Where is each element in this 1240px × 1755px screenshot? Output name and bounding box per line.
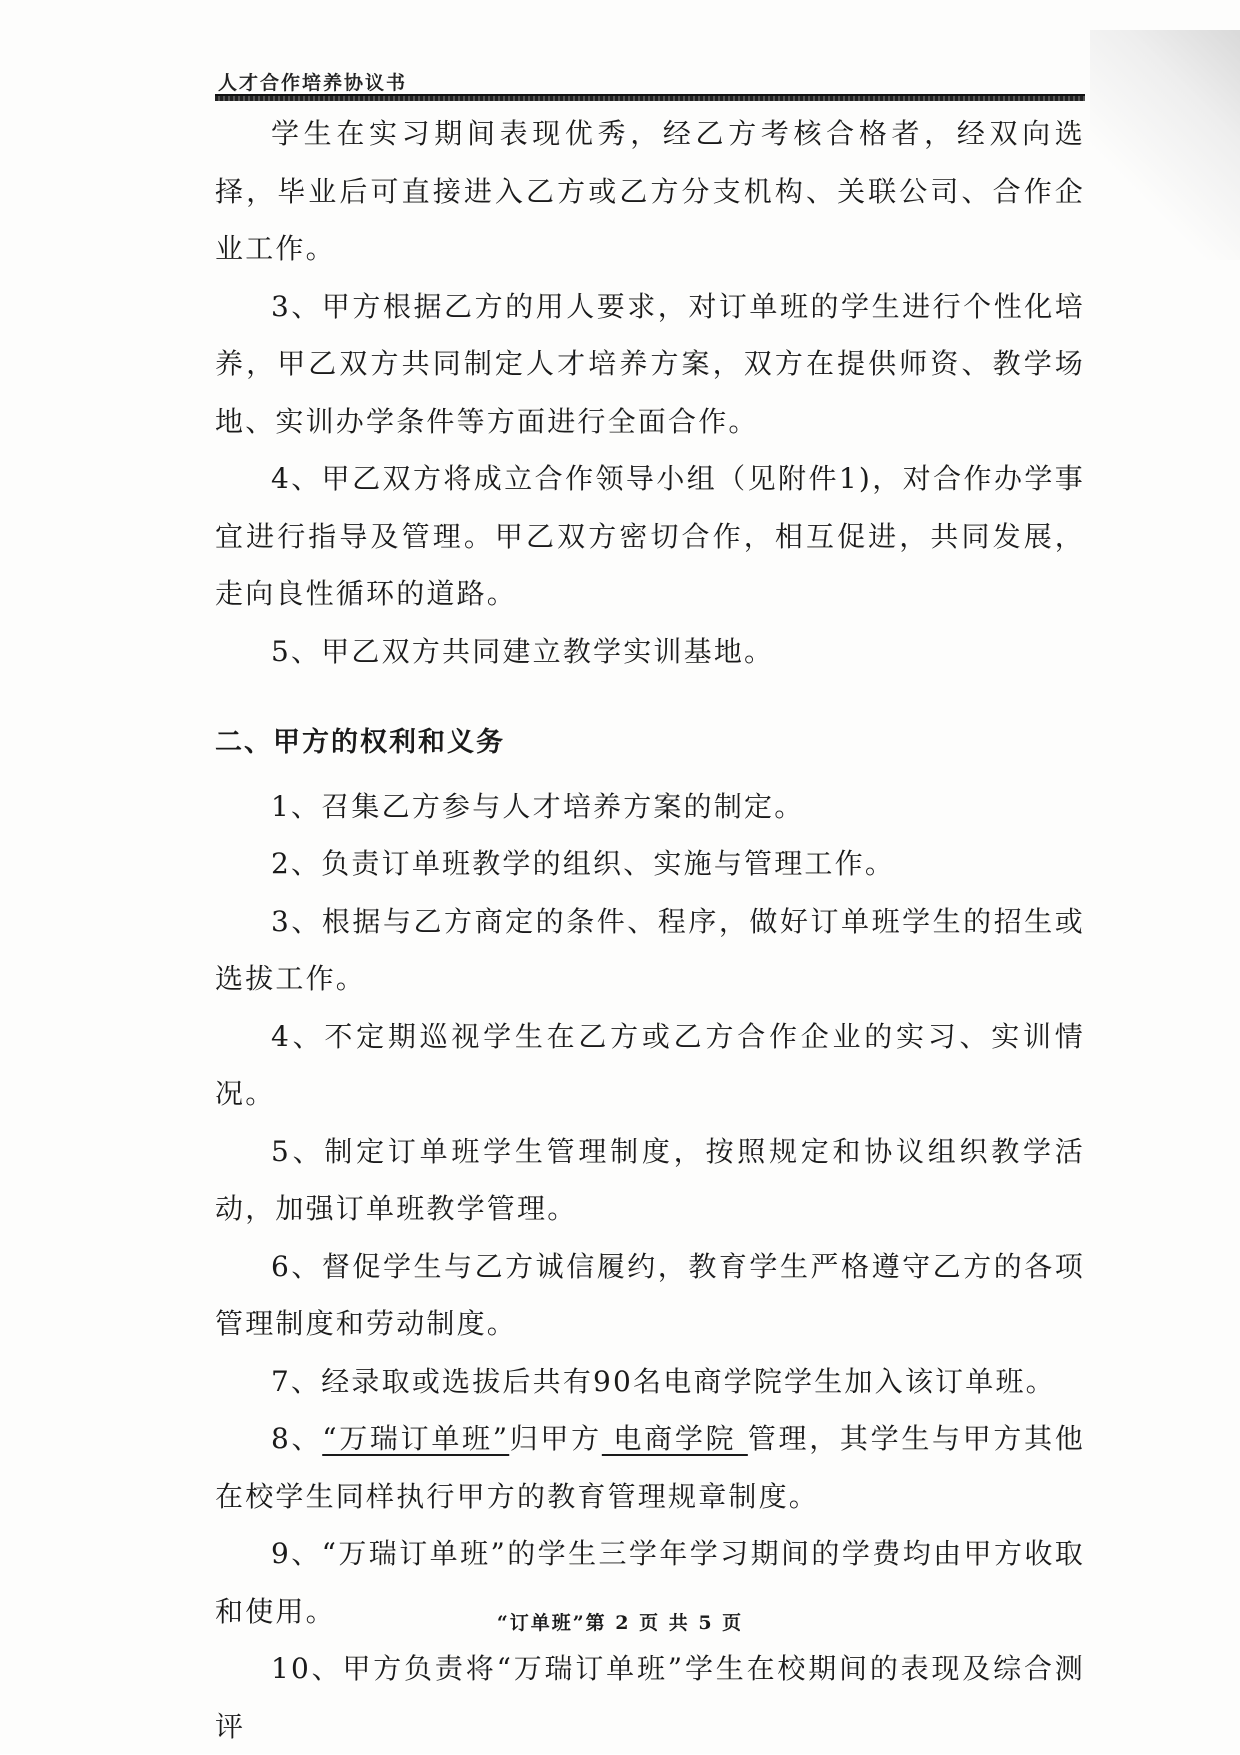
- section-heading: 二、甲方的权利和义务: [215, 727, 505, 758]
- list-item: 4、不定期巡视学生在乙方或乙方合作企业的实习、实训情况。: [215, 1019, 1085, 1110]
- item-text: 归甲方: [509, 1422, 602, 1455]
- list-item: 1、召集乙方参与人才培养方案的制定。: [271, 789, 805, 823]
- list-item: 3、根据与乙方商定的条件、程序，做好订单班学生的招生或选拔工作。: [215, 904, 1085, 995]
- paragraph: 4、甲乙双方将成立合作领导小组（见附件1)，对合作办学事宜进行指导及管理。甲乙双方密切合作，相互促进，共同发展，走向良性循环的道路。: [215, 462, 1085, 610]
- running-header: 人才合作培养协议书: [218, 72, 408, 94]
- section-spacer: [215, 680, 1085, 714]
- paragraph: 学生在实习期间表现优秀，经乙方考核合格者，经双向选择，毕业后可直接进入乙方或乙方分支机构、关联公司、合作企业工作。: [215, 117, 1085, 265]
- scan-corner-shadow: [1090, 30, 1240, 260]
- list-item: 2、负责订单班教学的组织、实施与管理工作。: [271, 847, 896, 880]
- item-text: 管理，其学生与甲方其他在校学生同样执行甲方的教育管理规章制度。: [215, 1422, 1086, 1513]
- class-name-underlined: “万瑞订单班”: [322, 1422, 510, 1455]
- item-number: 8、: [271, 1422, 323, 1455]
- paragraph: 5、甲乙双方共同建立教学实训基地。: [271, 634, 775, 668]
- body-text: [215, 105, 1085, 1755]
- page-footer: “订单班”第 2 页 共 5 页: [496, 1612, 744, 1634]
- list-item: 9、“万瑞订单班”的学生三学年学习期间的学费均由甲方收取和使用。: [215, 1537, 1085, 1628]
- list-item: 7、经录取或选拔后共有90名电商学院学生加入该订单班。: [271, 1364, 1056, 1398]
- header-rule: [215, 94, 1085, 101]
- list-item: 10、甲方负责将“万瑞订单班”学生在校期间的表现及综合测评: [215, 1652, 1085, 1743]
- college-name-underlined: 电商学院: [601, 1422, 748, 1455]
- paragraph: 3、甲方根据乙方的用人要求，对订单班的学生进行个性化培养，甲乙双方共同制定人才培养方案，双方在提供师资、教学场地、实训办学条件等方面进行全面合作。: [215, 289, 1085, 438]
- list-item: [215, 1410, 1085, 1525]
- list-item: 6、督促学生与乙方诚信履约，教育学生严格遵守乙方的各项管理制度和劳动制度。: [215, 1249, 1085, 1340]
- list-item: 5、制定订单班学生管理制度，按照规定和协议组织教学活动，加强订单班教学管理。: [215, 1134, 1085, 1225]
